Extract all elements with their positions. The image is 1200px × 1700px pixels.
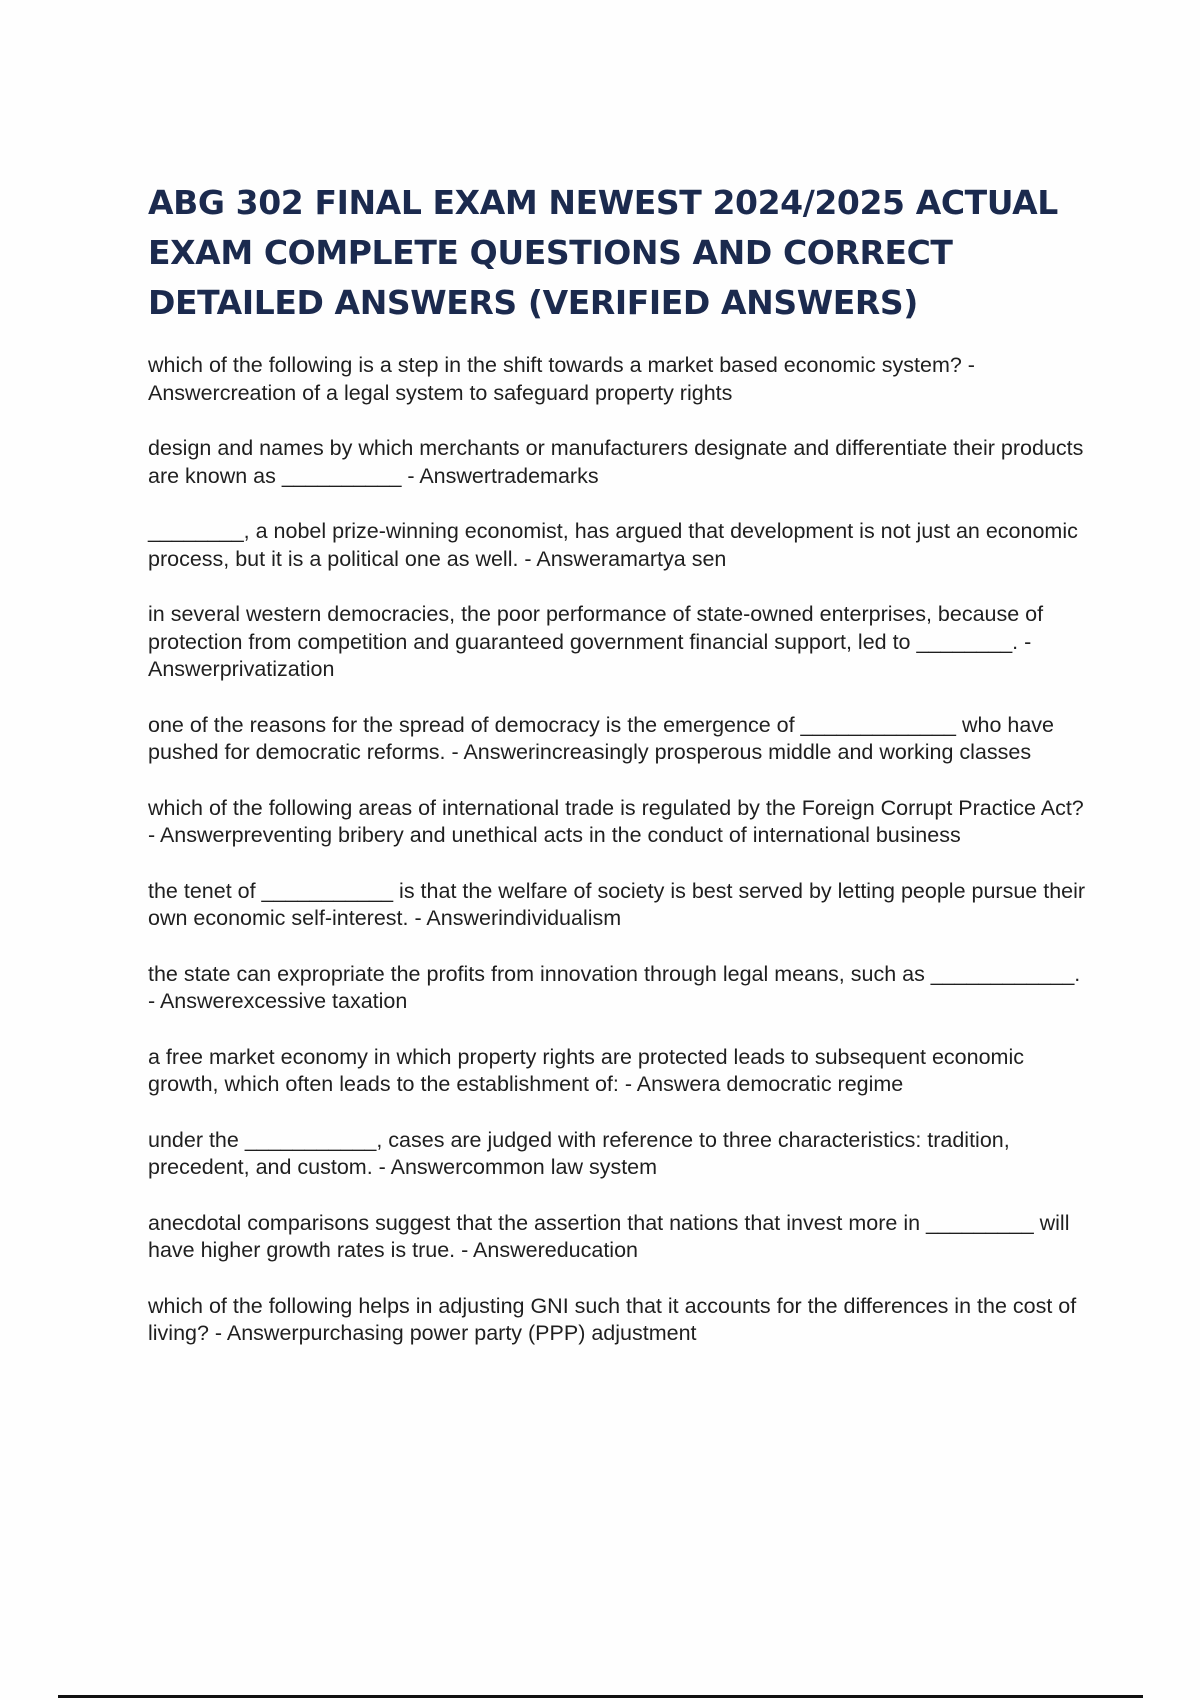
footer-divider [58,1695,1143,1698]
qa-item: ________, a nobel prize-winning economist, has argued that development is not just an economic process, but it is a political one as well. - Answeramartya sen [148,519,1078,571]
qa-item: a free market economy in which property rights are protected leads to subsequent economic growth, which often leads to the establishment of: - Answera democratic regime [148,1044,1024,1096]
qa-item: in several western democracies, the poor performance of state-owned enterprises, because of protection from competition and guaranteed government financial support, led to ________. - Answerprivatization [148,602,1044,681]
qa-item: under the ___________, cases are judged with reference to three characteristics: tradition, precedent, and custom. - Answercommon law system [148,1127,1010,1179]
qa-item: the state can expropriate the profits from innovation through legal means, such as ____________. - Answerexcessive taxation [148,961,1081,1013]
qa-item: anecdotal comparisons suggest that the assertion that nations that invest more in _________ will have higher growth rates is true. - Answereducation [148,1210,1070,1262]
qa-item: which of the following areas of international trade is regulated by the Foreign Corrupt Practice Act? - Answerpreventing bribery and unethical acts in the conduct of international business [148,795,1084,847]
document-title: ABG 302 FINAL EXAM NEWEST 2024/2025 ACTUAL EXAM COMPLETE QUESTIONS AND CORRECT DETAILED ANSWERS (VERIFIED ANSWERS) [148,183,1058,322]
qa-item: design and names by which merchants or manufacturers designate and differentiate their products are known as __________ - Answertrademarks [148,436,1084,488]
qa-item: one of the reasons for the spread of democracy is the emergence of _____________ who have pushed for democratic reforms. - Answerincreasingly prosperous middle and working classes [148,712,1054,764]
qa-item: which of the following helps in adjusting GNI such that it accounts for the differences in the cost of living? - Answerpurchasing power party (PPP) adjustment [148,1293,1077,1345]
qa-item: the tenet of ___________ is that the welfare of society is best served by letting people pursue their own economic self-interest. - Answerindividualism [148,878,1086,930]
qa-item: which of the following is a step in the shift towards a market based economic system? - Answercreation of a legal system to safeguard property rights [148,353,975,405]
qa-list [148,352,1088,1376]
